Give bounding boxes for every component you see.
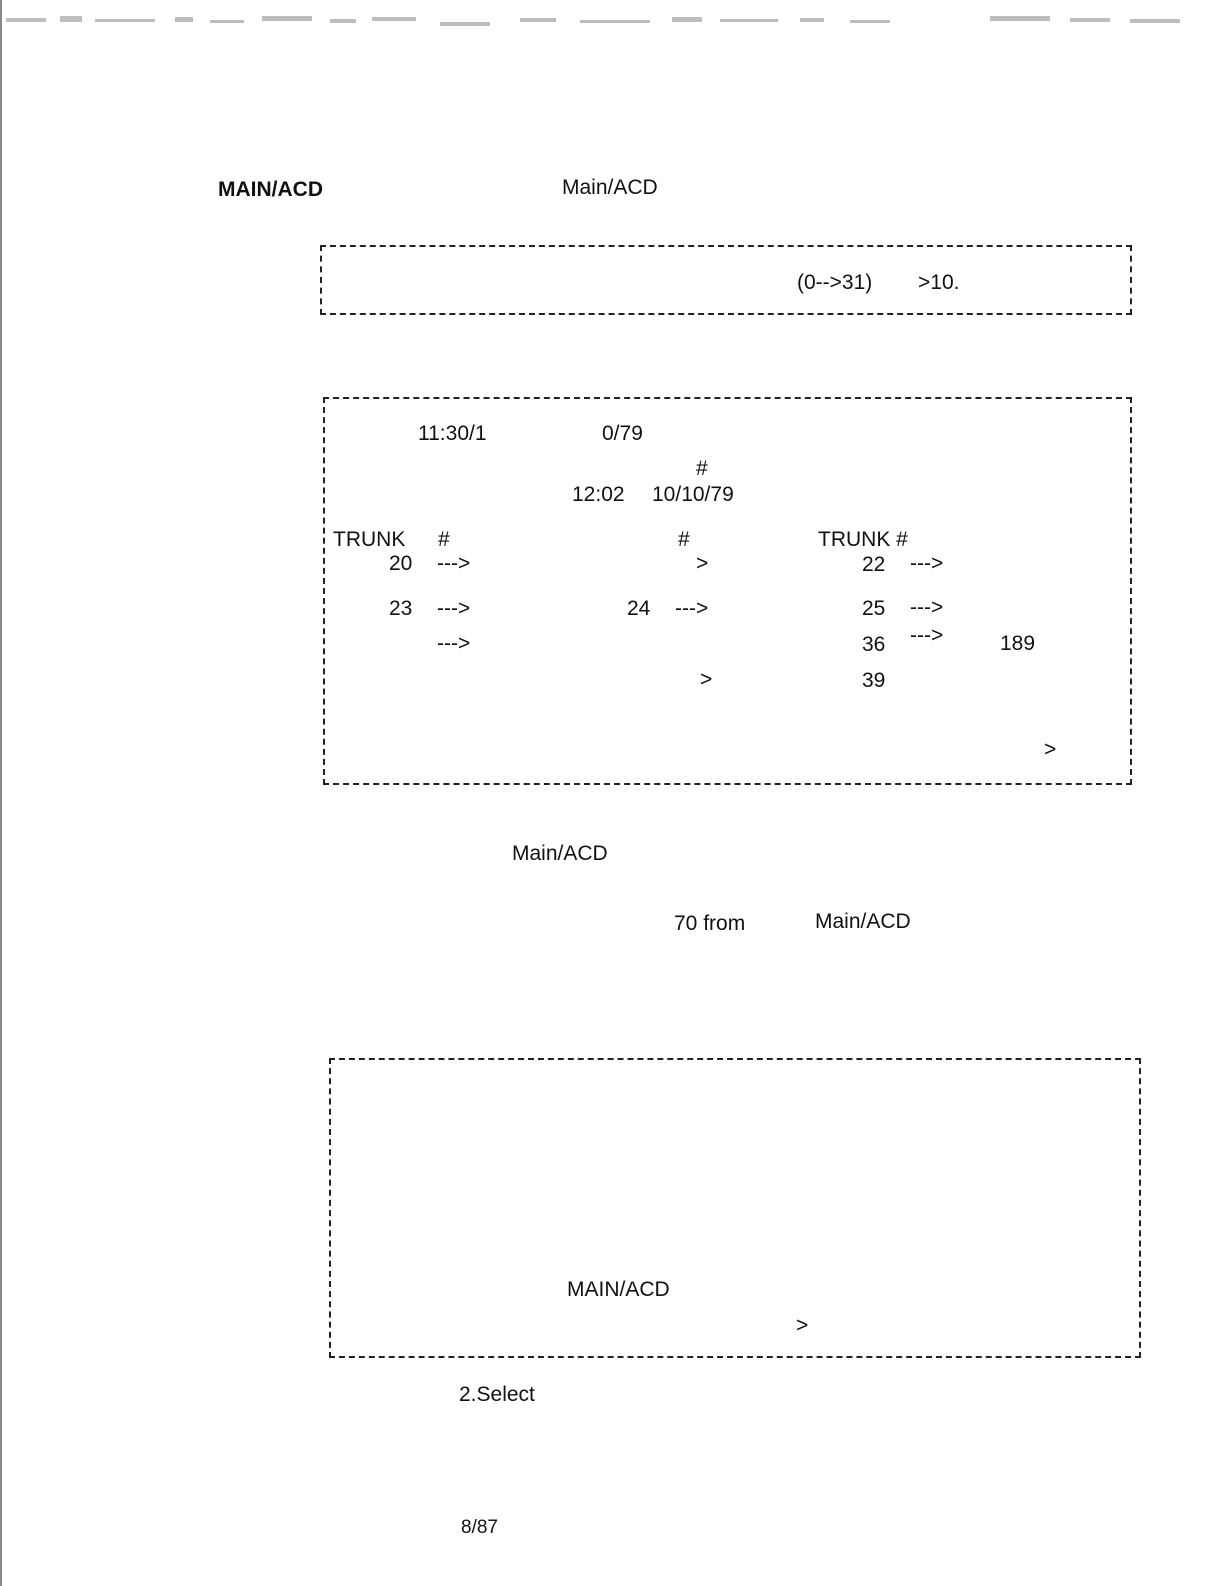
col3-header: TRUNK # bbox=[818, 528, 908, 551]
trunk-arrow: ---> bbox=[437, 597, 471, 620]
trunk-arrow: ---> bbox=[437, 552, 471, 575]
time-a: 11:30/1 bbox=[418, 422, 487, 445]
trunk-status-box bbox=[323, 397, 1132, 785]
trunk-arrow: > bbox=[700, 668, 713, 691]
trunk-number: 22 bbox=[862, 553, 886, 576]
heading-left: MAIN/ACD bbox=[218, 178, 323, 201]
trunk-arrow: ---> bbox=[675, 597, 709, 620]
trunk-number: 24 bbox=[627, 597, 651, 620]
trunk-arrow: ---> bbox=[910, 624, 944, 647]
mid-line-b: Main/ACD bbox=[815, 910, 911, 933]
trunk-value: 189 bbox=[1000, 632, 1036, 655]
page-footer: 8/87 bbox=[461, 1517, 498, 1538]
range-entry: >10. bbox=[918, 271, 960, 294]
mid-label: Main/ACD bbox=[512, 842, 608, 865]
col1-hash: # bbox=[438, 528, 450, 551]
mid-line-a: 70 from bbox=[674, 912, 746, 935]
range-prompt-box bbox=[320, 245, 1132, 315]
time-b: 12:02 bbox=[572, 483, 625, 506]
box2-prompt: > bbox=[1044, 738, 1057, 761]
menu-prompt: > bbox=[796, 1314, 809, 1337]
trunk-number: 36 bbox=[862, 633, 886, 656]
date-a: 0/79 bbox=[602, 422, 643, 445]
heading-right: Main/ACD bbox=[562, 176, 658, 199]
trunk-number: 23 bbox=[389, 597, 413, 620]
range-text: (0-->31) bbox=[797, 271, 873, 294]
trunk-arrow: ---> bbox=[910, 596, 944, 619]
date-b: 10/10/79 bbox=[652, 483, 734, 506]
left-scan-edge bbox=[0, 0, 2, 1586]
menu-box bbox=[329, 1058, 1141, 1358]
trunk-arrow: ---> bbox=[437, 632, 471, 655]
trunk-arrow: ---> bbox=[910, 552, 944, 575]
trunk-arrow: > bbox=[696, 552, 709, 575]
trunk-number: 25 bbox=[862, 597, 886, 620]
col1-header: TRUNK bbox=[333, 528, 406, 551]
trunk-number: 20 bbox=[389, 552, 413, 575]
menu-label: MAIN/ACD bbox=[567, 1278, 670, 1301]
col2-hash: # bbox=[678, 528, 690, 551]
scan-noise-strip bbox=[0, 8, 1223, 38]
trunk-number: 39 bbox=[862, 669, 886, 692]
step-label: 2.Select bbox=[459, 1383, 535, 1406]
hash-top: # bbox=[696, 457, 708, 480]
